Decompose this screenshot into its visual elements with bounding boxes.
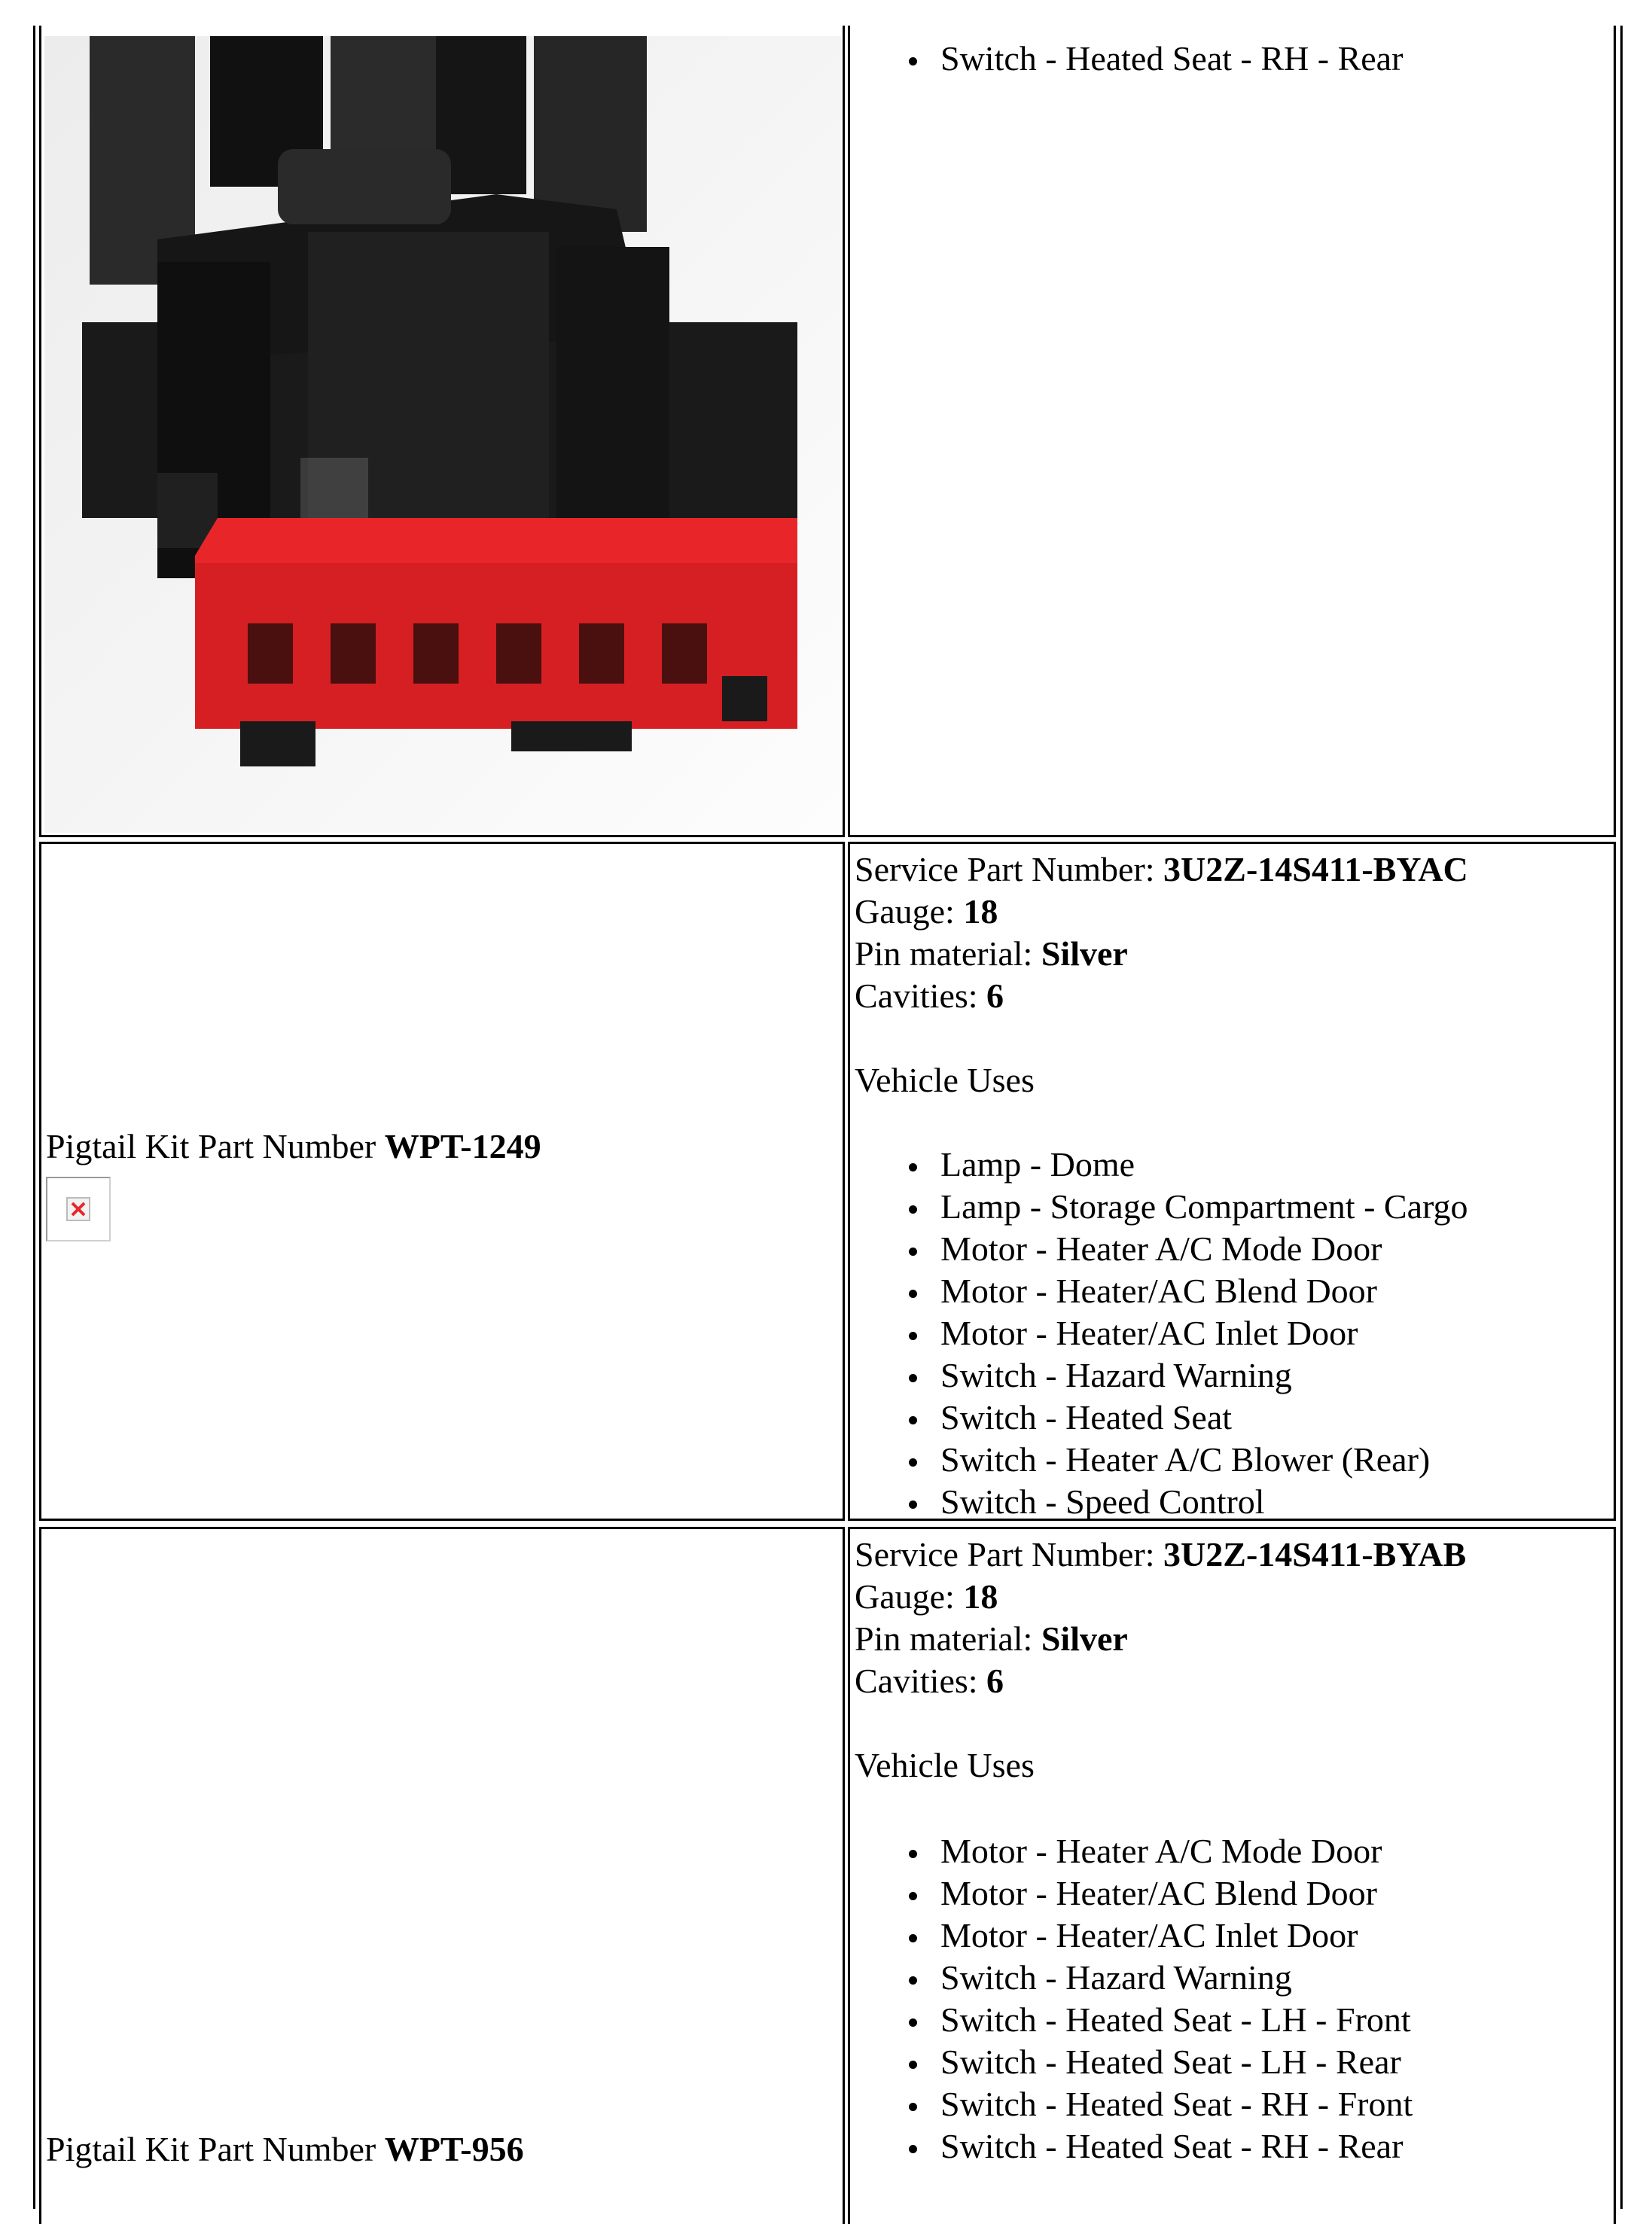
list-item: Motor - Heater A/C Mode Door [850,1228,1468,1270]
broken-image-icon [46,1177,111,1241]
list-item: Lamp - Storage Compartment - Cargo [850,1186,1468,1228]
row3-kit-cell [39,1527,845,2224]
cavities [855,975,1468,1017]
gauge-label: Gauge: [855,892,964,931]
list-item: Switch - Heated Seat - RH - Rear [850,38,1403,80]
row3-kit-part-number [46,2128,524,2171]
list-item: Switch - Heater A/C Blower (Rear) [850,1439,1468,1481]
connector-image [44,36,841,833]
list-item: Lamp - Dome [850,1144,1468,1186]
row1-info-cell [848,26,1616,837]
connector-photo [44,36,841,833]
list-item: Switch - Heated Seat - LH - Front [850,1999,1413,2041]
row2-info-cell [848,842,1616,1521]
table-left-outer-border [33,26,35,2209]
vehicle-uses-heading: Vehicle Uses [855,1746,1035,1784]
service-part-number [855,1534,1466,1576]
kit-number: WPT-1249 [384,1127,541,1165]
list-item: Switch - Speed Control [850,1481,1468,1523]
row3-vehicle-uses-list [850,1830,1413,2168]
cavities-label: Cavities: [855,1662,987,1700]
row2-vehicle-uses-list [850,1144,1468,1523]
list-item: Motor - Heater A/C Mode Door [850,1830,1413,1872]
row2-kit-part-number [46,1126,541,1168]
gauge-label: Gauge: [855,1577,964,1616]
gauge [855,1576,1466,1618]
service-value: 3U2Z-14S411-BYAB [1163,1535,1467,1574]
list-item: Switch - Hazard Warning [850,1354,1468,1397]
pin-value: Silver [1041,1619,1128,1658]
pin-label: Pin material: [855,934,1041,973]
gauge [855,891,1468,933]
service-value: 3U2Z-14S411-BYAC [1163,850,1468,888]
list-item: Switch - Heated Seat [850,1397,1468,1439]
pin-material [855,1618,1466,1660]
cavities-value: 6 [986,976,1004,1015]
kit-number: WPT-956 [384,2130,524,2168]
service-part-number [855,848,1468,891]
list-item: Motor - Heater/AC Inlet Door [850,1312,1468,1354]
gauge-value: 18 [963,1577,998,1616]
cavities-value: 6 [986,1662,1004,1700]
row1-image-cell [39,26,845,837]
list-item: Switch - Heated Seat - LH - Rear [850,2041,1413,2083]
table-right-outer-border [1620,26,1623,2209]
kit-label: Pigtail Kit Part Number [46,2130,385,2168]
row3-specs [855,1534,1466,1787]
cavities-label: Cavities: [855,976,987,1015]
cavities [855,1660,1466,1702]
row3-info-cell [848,1527,1616,2224]
list-item: Switch - Heated Seat - RH - Rear [850,2125,1413,2168]
kit-label: Pigtail Kit Part Number [46,1127,385,1165]
service-label: Service Part Number: [855,850,1164,888]
service-label: Service Part Number: [855,1535,1164,1574]
pin-value: Silver [1041,934,1128,973]
row1-vehicle-uses-list [850,38,1403,80]
list-item: Switch - Heated Seat - RH - Front [850,2083,1413,2125]
list-item: Switch - Hazard Warning [850,1957,1413,1999]
vehicle-uses-heading: Vehicle Uses [855,1061,1035,1099]
row2-specs [855,848,1468,1101]
pin-label: Pin material: [855,1619,1041,1658]
list-item: Motor - Heater/AC Blend Door [850,1270,1468,1312]
list-item: Motor - Heater/AC Blend Door [850,1872,1413,1915]
pin-material [855,933,1468,975]
gauge-value: 18 [963,892,998,931]
row2-kit-cell [39,842,845,1521]
list-item: Motor - Heater/AC Inlet Door [850,1915,1413,1957]
close-icon [50,1181,106,1237]
